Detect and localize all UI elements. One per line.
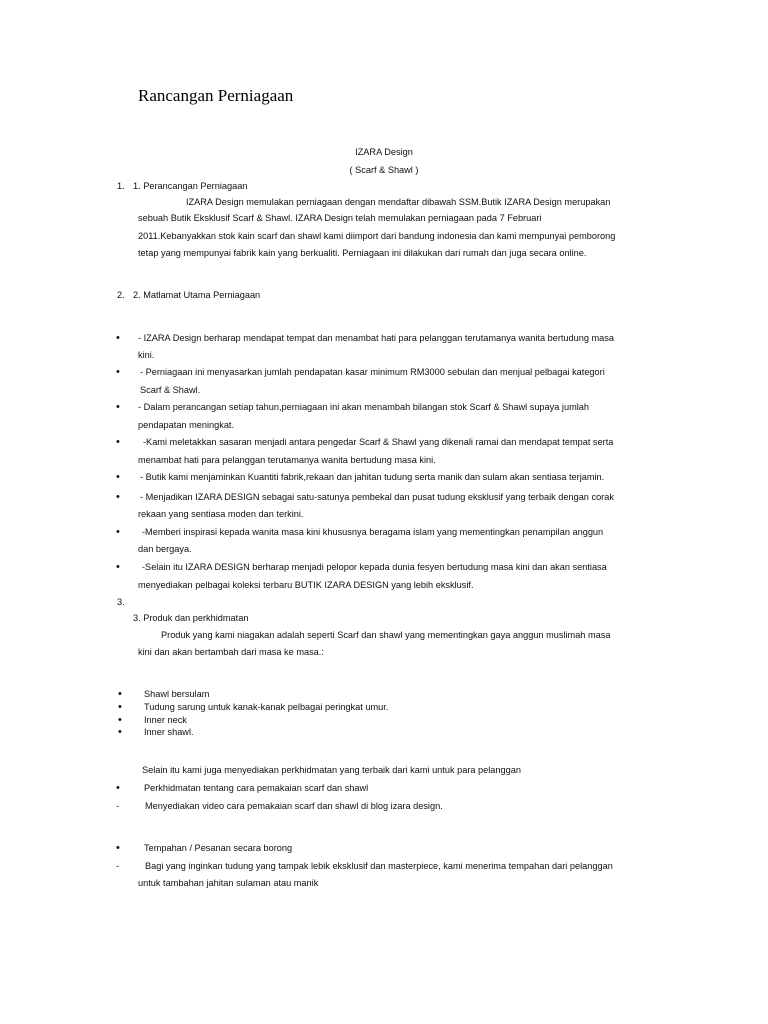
product-item: Inner neck bbox=[144, 715, 187, 725]
document-title: Rancangan Perniagaan bbox=[138, 86, 294, 105]
product-item: Tudung sarung untuk kanak-kanak pelbagai peringkat umur. bbox=[144, 702, 389, 712]
service-item: Tempahan / Pesanan secara borong bbox=[144, 843, 293, 853]
company-name: IZARA Design bbox=[355, 147, 413, 157]
goal-item-line: - Perniagaan ini menyasarkan jumlah pendapatan kasar minimum RM3000 sebulan dan menjual pelbagai kategori bbox=[140, 367, 605, 377]
section-1-number: 1. bbox=[117, 181, 125, 191]
bullet-icon: • bbox=[116, 471, 120, 483]
bullet-icon: • bbox=[116, 526, 120, 538]
company-subtitle: ( Scarf & Shawl ) bbox=[349, 165, 419, 175]
goal-item-line: menyediakan pelbagai koleksi terbaru BUTIK IZARA DESIGN yang lebih eksklusif. bbox=[138, 580, 474, 590]
bullet-icon: • bbox=[116, 436, 120, 448]
goal-item-line: -Memberi inspirasi kepada wanita masa kini khususnya beragama islam yang mementingkan penampilan anggun bbox=[142, 527, 604, 537]
section-3-intro: kini dan akan bertambah dari masa ke masa.: bbox=[138, 647, 324, 657]
product-item: Inner shawl. bbox=[144, 727, 194, 737]
bullet-icon: • bbox=[118, 726, 122, 738]
section-1-line: 2011.Kebanyakkan stok kain scarf dan shawl kami diimport dari bandung indonesia dan kami mempunyai pemborong bbox=[138, 231, 616, 241]
section-1-heading: 1. Perancangan Perniagaan bbox=[133, 181, 248, 191]
bullet-icon: • bbox=[116, 366, 120, 378]
goal-item-line: dan bergaya. bbox=[138, 544, 192, 554]
bullet-icon: • bbox=[116, 401, 120, 413]
goal-item-line: Scarf & Shawl. bbox=[140, 385, 201, 395]
bullet-icon: • bbox=[118, 714, 122, 726]
section-2-number: 2. bbox=[117, 290, 125, 300]
bullet-icon: • bbox=[116, 332, 120, 344]
bullet-icon: • bbox=[116, 491, 120, 503]
goal-item-line: - Dalam perancangan setiap tahun,perniagaan ini akan menambah bilangan stok Scarf & Shawl supaya jumlah bbox=[138, 402, 589, 412]
section-2-heading: 2. Matlamat Utama Perniagaan bbox=[133, 290, 261, 300]
section-1-line: IZARA Design memulakan perniagaan dengan mendaftar dibawah SSM.Butik IZARA Design merupakan bbox=[186, 197, 611, 207]
goal-item-line: -Kami meletakkan sasaran menjadi antara pengedar Scarf & Shawl yang dikenali ramai dan mendapat tempat serta bbox=[143, 437, 614, 447]
goal-item-line: - IZARA Design berharap mendapat tempat dan menambat hati para pelanggan terutamanya wanita bertudung masa bbox=[138, 333, 614, 343]
section-3-number: 3. bbox=[117, 597, 125, 607]
service-detail: Menyediakan video cara pemakaian scarf dan shawl di blog izara design. bbox=[145, 801, 443, 811]
goal-item-line: rekaan yang sentiasa moden dan terkini. bbox=[138, 509, 304, 519]
goal-item-line: pendapatan meningkat. bbox=[138, 420, 235, 430]
bullet-icon: • bbox=[118, 688, 122, 700]
bullet-icon: • bbox=[118, 701, 122, 713]
section-1-line: tetap yang mempunyai fabrik kain yang berkualiti. Perniagaan ini dilakukan dari rumah dan juga secara online. bbox=[138, 248, 587, 258]
section-1-line: sebuah Butik Eksklusif Scarf & Shawl. IZARA Design telah memulakan perniagaan pada 7 Februari bbox=[138, 213, 542, 223]
bullet-icon: • bbox=[116, 561, 120, 573]
dash-marker: - bbox=[116, 801, 120, 811]
product-item: Shawl bersulam bbox=[144, 689, 210, 699]
goal-item-line: - Menjadikan IZARA DESIGN sebagai satu-satunya pembekal dan pusat tudung eksklusif yang terbaik dengan corak bbox=[140, 492, 614, 502]
service-item: Perkhidmatan tentang cara pemakaian scarf dan shawl bbox=[144, 783, 369, 793]
section-3-heading: 3. Produk dan perkhidmatan bbox=[133, 613, 249, 623]
service-detail: untuk tambahan jahitan sulaman atau manik bbox=[138, 878, 319, 888]
goal-item-line: - Butik kami menjaminkan Kuantiti fabrik,rekaan dan jahitan tudung serta manik dan sulam akan sentiasa terjamin. bbox=[140, 472, 605, 482]
goal-item-line: kini. bbox=[138, 350, 155, 360]
services-intro: Selain itu kami juga menyediakan perkhidmatan yang terbaik dari kami untuk para pelanggan bbox=[142, 765, 521, 775]
bullet-icon: • bbox=[116, 782, 120, 794]
service-detail: Bagi yang inginkan tudung yang tampak lebik eksklusif dan masterpiece, kami menerima tempahan dari pelanggan bbox=[145, 861, 613, 871]
goal-item-line: -Selain itu IZARA DESIGN berharap menjadi pelopor kepada dunia fesyen bertudung masa kini dan akan sentiasa bbox=[142, 562, 607, 572]
goal-item-line: menambat hati para pelanggan terutamanya wanita bertudung masa kini. bbox=[138, 455, 436, 465]
dash-marker: - bbox=[116, 861, 120, 871]
section-3-intro: Produk yang kami niagakan adalah seperti Scarf dan shawl yang mementingkan gaya anggun muslimah masa bbox=[161, 630, 611, 640]
bullet-icon: • bbox=[116, 842, 120, 854]
